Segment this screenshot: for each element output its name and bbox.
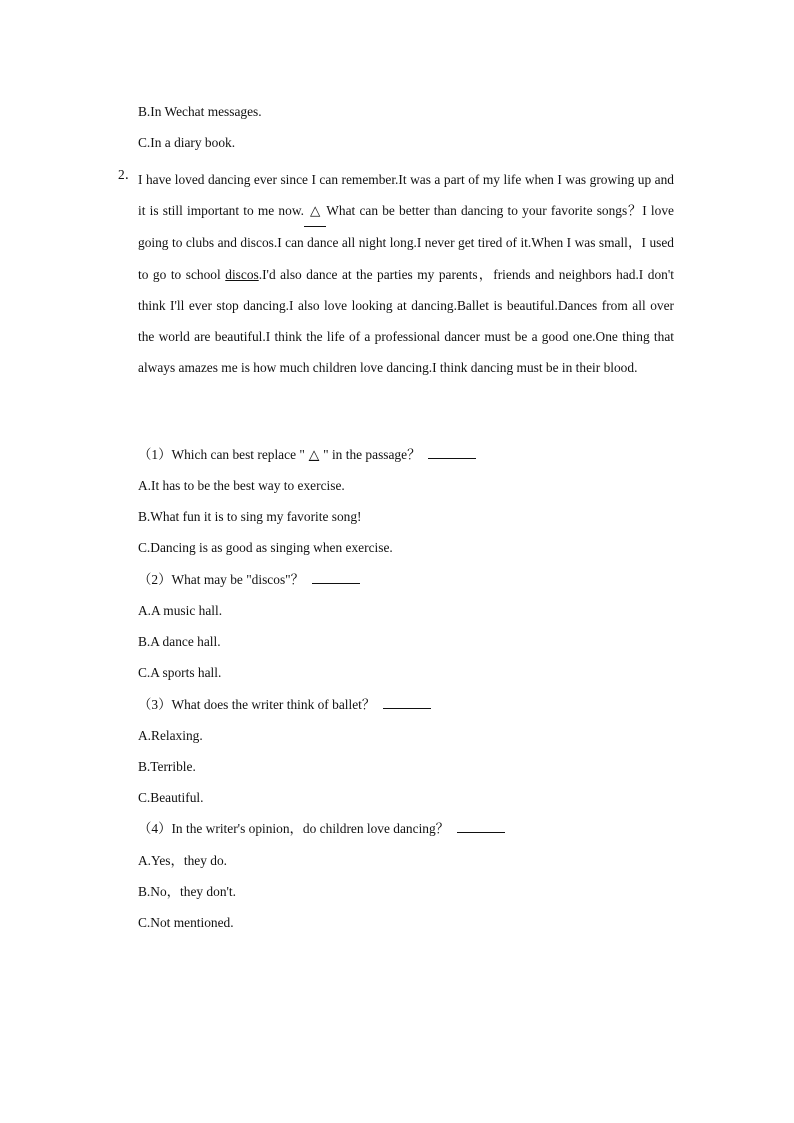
answer-blank[interactable]: [312, 571, 360, 584]
blank-triangle-mark: △: [308, 447, 320, 462]
option-text: B.Terrible.: [138, 759, 196, 774]
sub-question-stem: [138, 571, 360, 589]
stem-text: （1）Which can best replace ": [138, 447, 305, 462]
sub-question-stem: [138, 820, 505, 838]
question-number: 2．: [118, 167, 139, 182]
answer-blank[interactable]: [428, 446, 476, 459]
option-text: A.Yes，they do.: [138, 853, 228, 868]
option-text: A.Relaxing.: [138, 728, 203, 743]
underlined-word: discos: [225, 266, 259, 282]
answer-blank[interactable]: [457, 820, 505, 833]
option-text: C.A sports hall.: [138, 665, 222, 680]
answer-blank[interactable]: [383, 696, 431, 709]
option-text: B.A dance hall.: [138, 634, 221, 649]
stem-text: （3）What does the writer think of ballet？: [138, 697, 376, 712]
option-text: C.In a diary book.: [138, 135, 236, 150]
passage-text: .I'd also dance at the parties my parents，friends and neighbors had.I don't think I'll ever stop dancing.I also love looking at dancing.Ballet is beautiful.Dances from all over the world are beautiful.I think the life of a professional dancer must be a good one.One thing that always amazes me is how much children love dancing.I think dancing must be in their blood.: [138, 266, 675, 376]
passage-text: I have loved dancing ever since I can remember.It was a part of my life when I was growing up and it is still important to me now.: [138, 172, 674, 219]
passage-text: What can be better than dancing to your favorite songs？I love going to clubs and discos.I can dance all night long.I never get tired of it.When I was small，I used to go to school: [138, 203, 674, 282]
blank-triangle-mark: △: [304, 195, 326, 227]
sub-question-stem: [138, 446, 476, 464]
option-text: C.Not mentioned.: [138, 915, 234, 930]
option-text: A.A music hall.: [138, 603, 223, 618]
stem-text: （4）In the writer's opinion，do children love dancing？: [138, 821, 450, 836]
option-text: C.Beautiful.: [138, 790, 204, 805]
sub-question-stem: [138, 696, 431, 714]
option-text: A.It has to be the best way to exercise.: [138, 478, 345, 493]
option-text: B.No，they don't.: [138, 884, 237, 899]
option-text: C.Dancing is as good as singing when exercise.: [138, 540, 393, 555]
reading-passage: [138, 164, 674, 383]
stem-text: " in the passage？: [323, 447, 421, 462]
option-text: B.What fun it is to sing my favorite song!: [138, 509, 362, 524]
stem-text: （2）What may be "discos"？: [138, 572, 305, 587]
option-text: B.In Wechat messages.: [138, 104, 262, 119]
